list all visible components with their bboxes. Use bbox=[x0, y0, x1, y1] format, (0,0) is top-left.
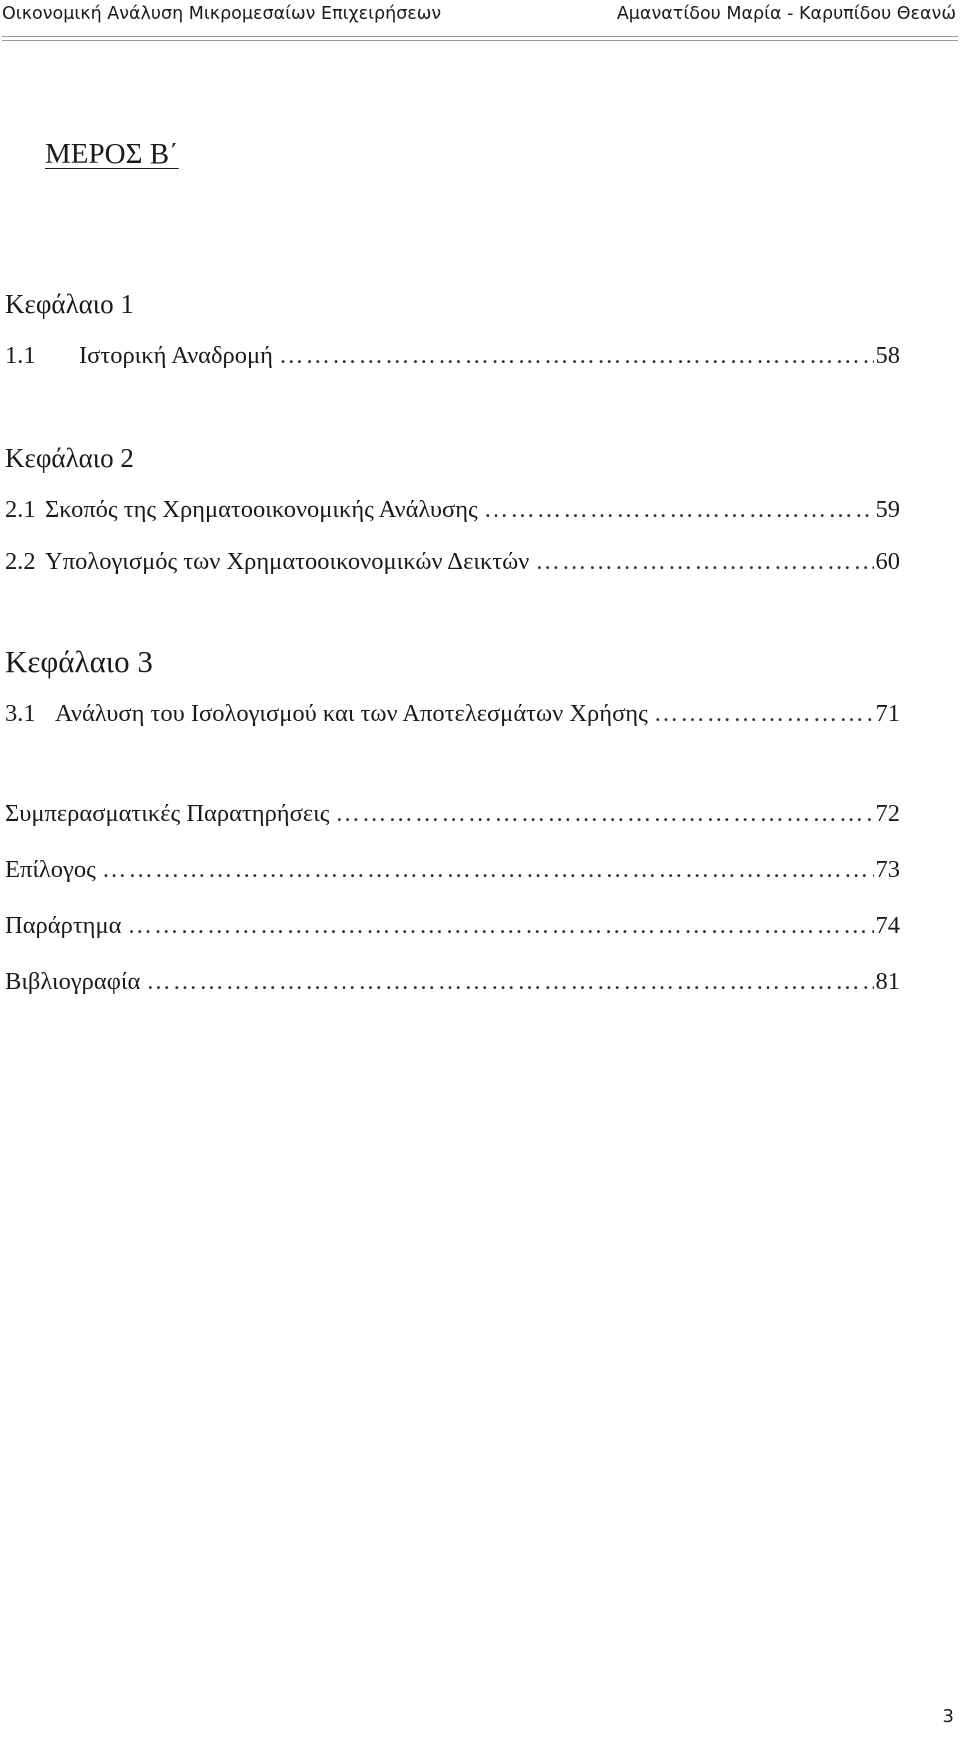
header-divider bbox=[2, 36, 958, 41]
toc-entry[interactable] bbox=[5, 856, 900, 884]
toc-leader-dots bbox=[335, 800, 873, 828]
section-title: ΜΕΡΟΣ Β΄ bbox=[45, 138, 179, 170]
toc-entry[interactable] bbox=[5, 968, 900, 996]
toc-leader-dots bbox=[127, 912, 873, 940]
toc-entry-number: 1.1 bbox=[5, 342, 36, 369]
toc-entry-title: Ανάλυση του Ισολογισμού και των Αποτελεσμάτων Χρήσης bbox=[55, 700, 648, 727]
toc-entry[interactable] bbox=[5, 548, 900, 576]
toc-entry[interactable] bbox=[5, 912, 900, 940]
toc-entry-page: 74 bbox=[875, 912, 900, 939]
toc-entry-page: 81 bbox=[875, 968, 900, 995]
page-header bbox=[0, 0, 960, 40]
toc-entry-page: 60 bbox=[875, 548, 900, 575]
toc-entry-number: 3.1 bbox=[5, 700, 36, 727]
header-document-title: Οικονομική Ανάλυση Μικρομεσαίων Επιχειρήσεων bbox=[2, 4, 442, 24]
toc-entry-number: 2.2 bbox=[5, 548, 36, 575]
toc-entry-title: Υπολογισμός των Χρηματοοικονομικών Δεικτών bbox=[45, 548, 530, 575]
toc-entry-number: 2.1 bbox=[5, 496, 36, 523]
toc-entry-title: Σκοπός της Χρηματοοικονομικής Ανάλυσης bbox=[45, 496, 478, 523]
toc-entry-page: 59 bbox=[875, 496, 900, 523]
toc-entry-title: Συμπερασματικές Παρατηρήσεις bbox=[5, 800, 330, 827]
toc-leader-dots bbox=[535, 548, 873, 576]
toc-entry[interactable] bbox=[5, 800, 900, 828]
chapter-heading: Κεφάλαιο 2 bbox=[5, 443, 134, 473]
toc-leader-dots bbox=[654, 700, 874, 728]
toc-entry-page: 73 bbox=[875, 856, 900, 883]
toc-leader-dots bbox=[102, 856, 874, 884]
toc-entry-title: Παράρτημα bbox=[5, 912, 122, 939]
toc-entry-title: Βιβλιογραφία bbox=[5, 968, 141, 995]
toc-entry-page: 71 bbox=[875, 700, 900, 727]
toc-entry[interactable] bbox=[5, 342, 900, 370]
chapter-heading: Κεφάλαιο 3 bbox=[5, 644, 153, 679]
toc-entry[interactable] bbox=[5, 496, 900, 524]
toc-leader-dots bbox=[146, 968, 873, 996]
toc-leader-dots bbox=[279, 342, 874, 370]
toc-entry-page: 72 bbox=[875, 800, 900, 827]
toc-leader-dots bbox=[484, 496, 874, 524]
chapter-heading: Κεφάλαιο 1 bbox=[5, 289, 134, 319]
page-number: 3 bbox=[942, 1706, 954, 1727]
toc-entry-title: Ιστορική Αναδρομή bbox=[79, 342, 273, 369]
toc-entry-title: Επίλογος bbox=[5, 856, 96, 883]
toc-entry-page: 58 bbox=[875, 342, 900, 369]
header-authors: Αμανατίδου Μαρία - Καρυπίδου Θεανώ bbox=[616, 4, 956, 24]
toc-entry[interactable] bbox=[5, 700, 900, 728]
